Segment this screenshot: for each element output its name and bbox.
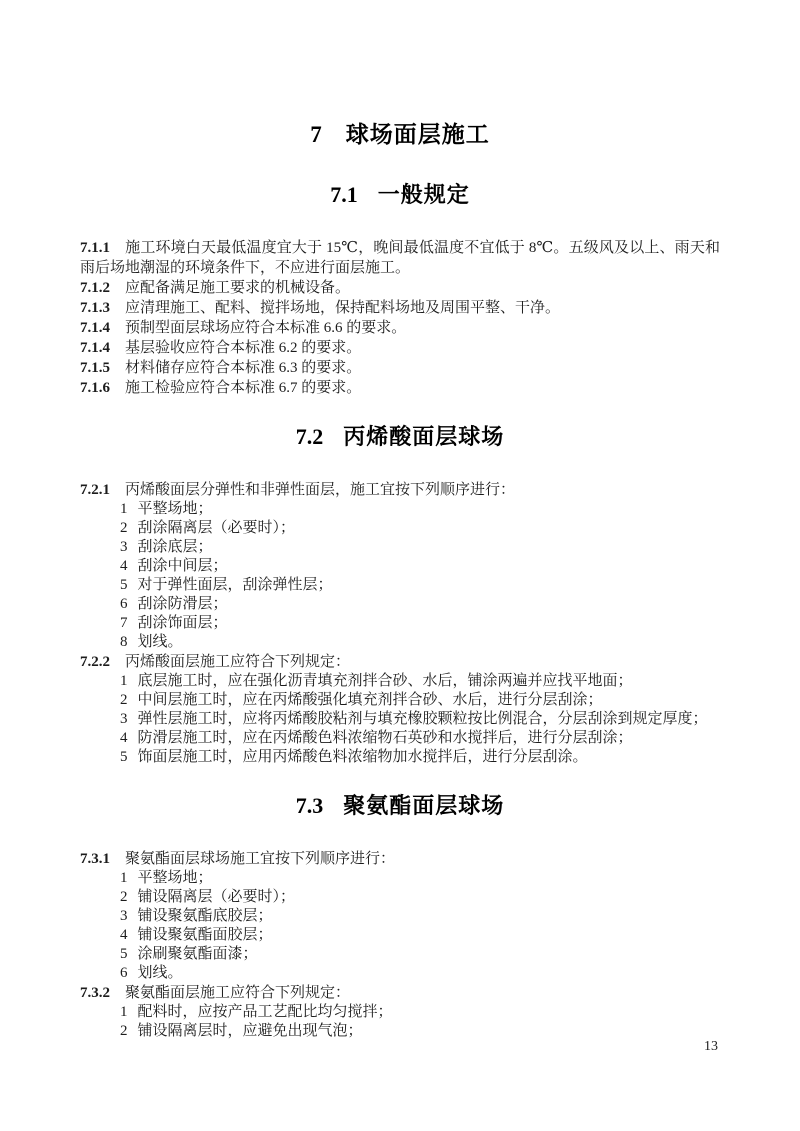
list-item [120,557,720,576]
clause-text: 预制型面层球场应符合本标准 6.6 的要求。 [125,320,407,336]
section-title: 丙烯酸面层球场 [343,424,505,449]
clause-7-1-2 [80,278,720,298]
clause-7-3-1 [80,849,720,869]
list-item [120,888,720,907]
clause-7-3-1-items [80,869,720,983]
clause-number: 7.2.1 [80,482,110,498]
item-number: 2 [120,520,128,536]
list-item [120,614,720,633]
list-item [120,729,720,748]
list-item [120,519,720,538]
clause-text: 施工检验应符合本标准 6.7 的要求。 [125,380,362,396]
clause-7-1-6 [80,378,720,398]
clause-7-1-4a [80,318,720,338]
list-item [120,672,720,691]
item-number: 7 [120,615,128,631]
list-item [120,926,720,945]
clause-text: 丙烯酸面层施工应符合下列规定： [125,654,351,670]
list-item [120,691,720,710]
clause-7-3-2-items [80,1003,720,1041]
item-number: 4 [120,558,128,574]
item-text: 中间层施工时，应在丙烯酸强化填充剂拌合砂、水后，进行分层刮涂； [137,692,603,708]
item-text: 弹性层施工时，应将丙烯酸胶粘剂与填充橡胶颗粒按比例混合，分层刮涂到规定厚度； [137,711,708,727]
item-text: 铺设隔离层时，应避免出现气泡； [137,1023,363,1039]
item-text: 防滑层施工时，应在丙烯酸色料浓缩物石英砂和水搅拌后，进行分层刮涂； [137,730,633,746]
clause-7-1-3 [80,298,720,318]
item-text: 涂刷聚氨酯面漆； [137,946,258,962]
clause-number: 7.3.1 [80,851,110,867]
clause-text: 材料储存应符合本标准 6.3 的要求。 [125,360,362,376]
section-heading-7-1 [80,182,720,208]
item-text: 刮涂饰面层； [137,615,228,631]
clause-7-1-1 [80,238,720,278]
item-text: 平整场地； [137,501,213,517]
clause-text: 丙烯酸面层分弹性和非弹性面层，施工宜按下列顺序进行： [125,482,516,498]
item-number: 2 [120,1023,128,1039]
item-number: 1 [120,870,128,886]
item-text: 刮涂防滑层； [137,596,228,612]
clause-7-2-2-items [80,672,720,767]
item-number: 2 [120,889,128,905]
section-number: 7.3 [295,793,324,818]
item-number: 1 [120,1004,128,1020]
clause-text: 施工环境白天最低温度宜大于 15℃，晚间最低温度不宜低于 8℃。五级风及以上、雨天和雨后场地潮湿的环境条件下，不应进行面层施工。 [80,240,720,276]
list-item [120,869,720,888]
clause-number: 7.1.2 [80,280,110,296]
clause-number: 7.1.6 [80,380,110,396]
list-item [120,633,720,652]
section-heading-7-3 [80,793,720,819]
item-number: 4 [120,927,128,943]
clause-7-2-2 [80,652,720,672]
clause-7-2-1-items [80,500,720,652]
item-text: 刮涂隔离层（必要时）； [137,520,296,536]
list-item [120,1022,720,1041]
item-text: 铺设聚氨酯面胶层； [137,927,273,943]
clause-number: 7.1.4 [80,320,110,336]
clause-number: 7.1.1 [80,240,110,256]
item-text: 铺设聚氨酯底胶层； [137,908,273,924]
item-number: 3 [120,908,128,924]
clause-7-2-1 [80,480,720,500]
clause-text: 应清理施工、配料、搅拌场地，保持配料场地及周围平整、干净。 [125,300,561,316]
item-number: 5 [120,749,128,765]
list-item [120,748,720,767]
clause-7-1-4b [80,338,720,358]
item-number: 3 [120,711,128,727]
item-text: 底层施工时，应在强化沥青填充剂拌合砂、水后，铺涂两遍并应找平地面； [137,673,633,689]
item-number: 5 [120,577,128,593]
list-item [120,945,720,964]
item-number: 6 [120,596,128,612]
list-item [120,576,720,595]
clause-number: 7.1.3 [80,300,110,316]
clause-7-1-5 [80,358,720,378]
item-number: 1 [120,501,128,517]
chapter-title: 球场面层施工 [345,122,490,147]
item-text: 刮涂底层； [137,539,213,555]
item-text: 配料时，应按产品工艺配比均匀搅拌； [137,1004,393,1020]
item-text: 划线。 [137,965,183,981]
section-number: 7.1 [330,182,358,207]
item-number: 3 [120,539,128,555]
chapter-heading [80,122,720,148]
item-text: 划线。 [137,634,183,650]
section-number: 7.2 [295,424,324,449]
item-text: 平整场地； [137,870,213,886]
section-heading-7-2 [80,424,720,450]
page-number: 13 [704,1039,718,1054]
item-number: 2 [120,692,128,708]
clause-number: 7.1.5 [80,360,110,376]
section-title: 聚氨酯面层球场 [343,793,505,818]
clause-text: 聚氨酯面层施工应符合下列规定： [125,985,351,1001]
list-item [120,595,720,614]
clause-number: 7.2.2 [80,654,110,670]
list-item [120,964,720,983]
item-number: 1 [120,673,128,689]
item-text: 饰面层施工时，应用丙烯酸色料浓缩物加水搅拌后，进行分层刮涂。 [137,749,588,765]
item-number: 5 [120,946,128,962]
section-title: 一般规定 [377,182,470,207]
clause-text: 基层验收应符合本标准 6.2 的要求。 [125,340,362,356]
clause-text: 应配备满足施工要求的机械设备。 [125,280,351,296]
item-number: 8 [120,634,128,650]
list-item [120,538,720,557]
item-text: 对于弹性面层，刮涂弹性层； [137,577,333,593]
item-text: 刮涂中间层； [137,558,228,574]
clause-number: 7.3.2 [80,985,110,1001]
clause-7-3-2 [80,983,720,1003]
clause-number: 7.1.4 [80,340,110,356]
item-number: 4 [120,730,128,746]
list-item [120,1003,720,1022]
list-item [120,907,720,926]
chapter-number: 7 [310,122,322,147]
clause-text: 聚氨酯面层球场施工宜按下列顺序进行： [125,851,396,867]
item-text: 铺设隔离层（必要时）； [137,889,296,905]
list-item [120,500,720,519]
item-number: 6 [120,965,128,981]
list-item [120,710,720,729]
